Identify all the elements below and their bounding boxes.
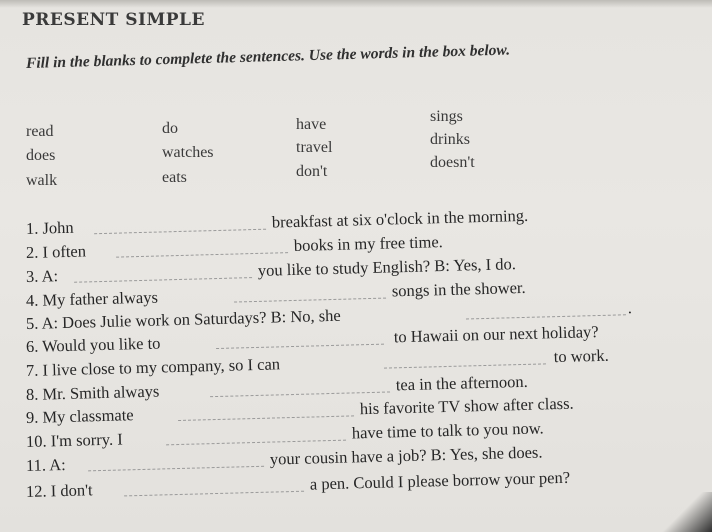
sentence-after: have time to talk to you now. — [351, 418, 544, 443]
sentence-after: tea in the afternoon. — [395, 371, 528, 395]
sentence-after: songs in the shower. — [391, 277, 526, 301]
answer-blank[interactable] — [124, 475, 304, 497]
sentence-number: 6. — [25, 336, 39, 356]
sentence-before: A: — [41, 266, 59, 286]
sentence-number: 10. — [25, 431, 47, 451]
word-eats: eats — [162, 169, 187, 186]
sentence-before: Would you like to — [41, 333, 161, 356]
sentence-before: I'm sorry. I — [50, 429, 123, 451]
answer-blank[interactable] — [94, 213, 266, 234]
word-travel: travel — [296, 139, 333, 156]
instructions: Fill in the blanks to complete the sentences. Use the words in the box below. — [25, 41, 511, 72]
worksheet-title: PRESENT SIMPLE — [22, 10, 205, 30]
sentence-number: 8. — [25, 384, 39, 404]
sentence-number: 1. — [25, 218, 39, 238]
sentence-number: 3. — [25, 266, 39, 286]
sentence-number: 11. — [25, 455, 47, 475]
answer-blank[interactable] — [116, 236, 288, 257]
answer-blank[interactable] — [88, 450, 264, 472]
answer-blank[interactable] — [234, 282, 386, 303]
answer-blank[interactable] — [210, 375, 390, 397]
sentence-before: My father always — [42, 287, 159, 310]
page-shadow — [0, 0, 712, 8]
sentence-before: John — [42, 217, 74, 238]
sentence-before: A: Does Julie work on Saturdays? B: No, she — [41, 305, 341, 333]
word-have: have — [296, 116, 327, 133]
word-sings: sings — [430, 108, 463, 125]
word-dont: don't — [296, 163, 328, 180]
sentence-after: you like to study English? B: Yes, I do. — [257, 254, 517, 280]
answer-blank[interactable] — [216, 328, 384, 349]
word-read: read — [26, 123, 54, 140]
sentence-number: 9. — [25, 407, 39, 427]
sentence-after: books in my free time. — [293, 232, 444, 255]
sentence-after: your cousin have a job? B: Yes, she does. — [269, 442, 543, 469]
sentence-number: 4. — [25, 290, 39, 310]
word-do: do — [162, 120, 178, 137]
sentence-before: Mr. Smith always — [42, 381, 160, 404]
sentence-number: 5. — [25, 313, 39, 333]
photo-corner-shadow — [652, 492, 712, 532]
sentence-before: I live close to my company, so I can — [42, 354, 281, 380]
sentence-after: a pen. Could I please borrow your pen? — [309, 467, 571, 494]
word-watches: watches — [162, 144, 214, 161]
sentence-before: My classmate — [42, 405, 134, 427]
sentence-after: to Hawaii on our next holiday? — [393, 322, 599, 347]
sentence-before: I often — [42, 241, 87, 262]
answer-blank[interactable] — [466, 298, 626, 319]
word-drinks: drinks — [430, 131, 470, 148]
sentence-number: 2. — [25, 242, 39, 262]
answer-blank[interactable] — [178, 399, 354, 421]
sentence-before: I don't — [50, 480, 93, 501]
word-does: does — [26, 147, 56, 164]
sentence-after: to work. — [553, 345, 610, 367]
sentence-number: 7. — [25, 360, 39, 380]
word-doesnt: doesn't — [430, 154, 475, 171]
answer-blank[interactable] — [74, 261, 252, 283]
sentence-before: A: — [48, 454, 66, 475]
sentence-number: 12. — [25, 481, 47, 501]
sentence-after: his favorite TV show after class. — [359, 393, 574, 419]
word-walk: walk — [26, 172, 58, 189]
answer-blank[interactable] — [166, 424, 346, 446]
sentence-after: breakfast at six o'clock in the morning. — [271, 205, 529, 232]
sentence-after: . — [627, 298, 633, 318]
answer-blank[interactable] — [384, 347, 546, 368]
